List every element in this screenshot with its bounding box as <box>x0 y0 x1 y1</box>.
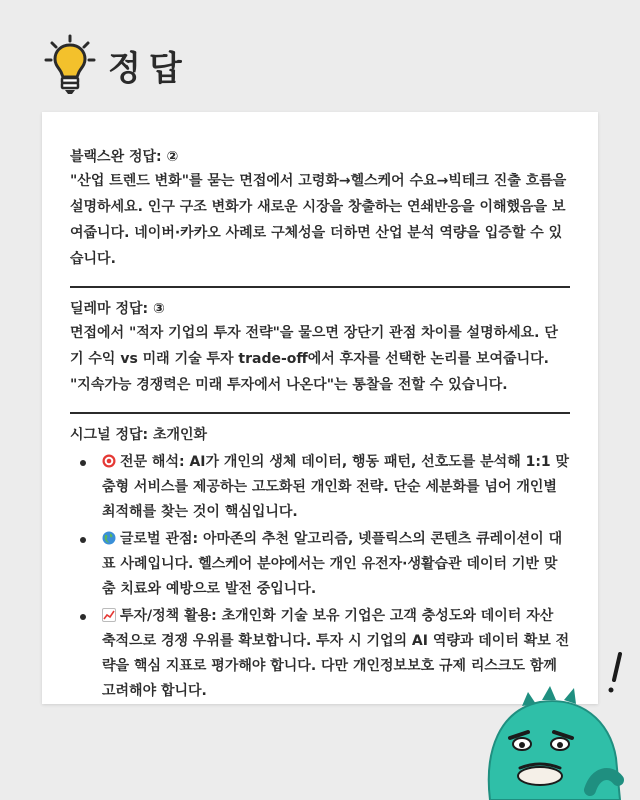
page-title: 정답 <box>108 48 190 89</box>
section-blackswan <box>70 146 570 272</box>
list-item-text: 전문 해석: AI가 개인의 생체 데이터, 행동 패턴, 선호도를 분석해 1:1 맞춤형 서비스를 제공하는 고도화된 개인화 전략. 단순 세분화를 넘어 개인별 최적해를 찾는 것이 핵심입니다. <box>102 454 570 520</box>
section-title: 시그널 정답: 초개인화 <box>70 427 208 443</box>
list-item-text: 투자/정책 활용: 초개인화 기술 보유 기업은 고객 충성도와 데이터 자산 축적으로 경쟁 우위를 확보합니다. 투자 시 기업의 AI 역량과 데이터 확보 전략을 핵심 지표로 평가해야 합니다. 다만 개인정보보호 규제 리스크도 함께 고려해야 합니다. <box>102 608 570 699</box>
list-item <box>76 527 570 602</box>
section-title: 블랙스완 정답: ② <box>70 149 179 165</box>
section-dilemma <box>70 298 570 398</box>
answer-card <box>42 112 598 704</box>
page-header <box>42 34 190 96</box>
divider <box>70 412 570 414</box>
divider <box>70 286 570 288</box>
target-icon <box>102 454 116 468</box>
list-item-text: 글로벌 관점: 아마존의 추천 알고리즘, 넷플릭스의 콘텐츠 큐레이션이 대표 사례입니다. 헬스케어 분야에서는 개인 유전자·생활습관 데이터 기반 맞춤 치료와 예방으로 발전 중입니다. <box>102 531 563 597</box>
section-body: 면접에서 "적자 기업의 투자 전략"을 물으면 장단기 관점 차이를 설명하세요. 단기 수익 vs 미래 기술 투자 trade-off에서 후자를 선택한 논리를 보여줍니다. "지속가능 경쟁력은 미래 투자에서 나온다"는 통찰을 전할 수 있습니다. <box>70 325 558 393</box>
section-body: "산업 트렌드 변화"를 묻는 면접에서 고령화→헬스케어 수요→빅테크 진출 흐름을 설명하세요. 인구 구조 변화가 새로운 시장을 창출하는 연쇄반응을 이해했음을 보여줍니다. 네이버·카카오 사례로 구체성을 더하면 산업 분석 역량을 입증할 수 있습니다. <box>70 173 567 267</box>
lightbulb-icon <box>42 34 98 96</box>
mascot-illustration <box>470 640 640 800</box>
globe-icon <box>102 531 116 545</box>
list-item <box>76 450 570 525</box>
chart-increasing-icon <box>102 608 116 622</box>
section-title: 딜레마 정답: ③ <box>70 301 165 317</box>
